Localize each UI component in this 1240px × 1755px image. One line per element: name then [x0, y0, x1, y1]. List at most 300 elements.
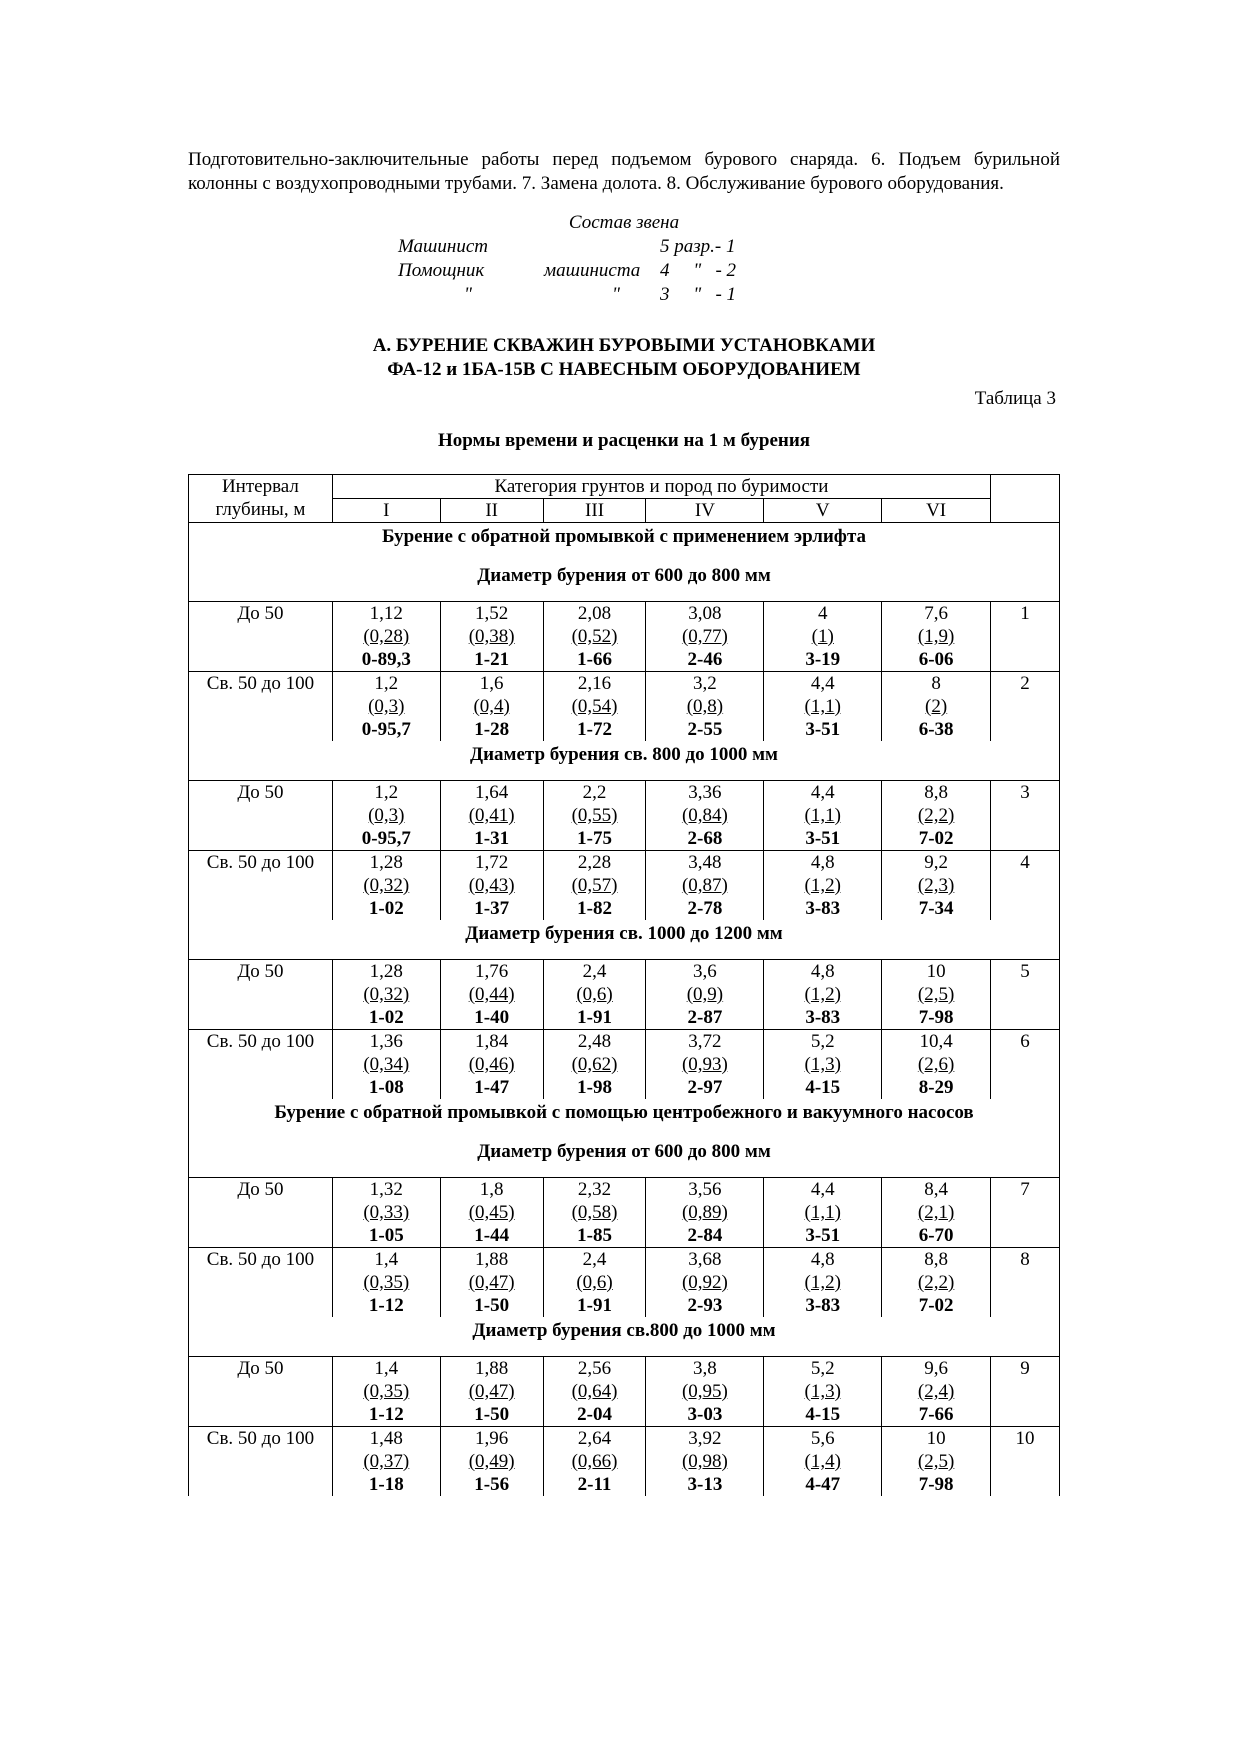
table-row	[189, 851, 1060, 921]
row-number: 6	[991, 1030, 1060, 1100]
rate-value: 2-11	[577, 1474, 612, 1495]
norm-cell	[332, 1427, 440, 1497]
row-number: 7	[991, 1178, 1060, 1248]
table-row	[189, 1248, 1060, 1318]
time-norm: 4,8	[810, 961, 835, 982]
crew-time-norm: (0,6)	[576, 1272, 613, 1293]
time-norm: 4	[818, 603, 828, 624]
norm-cell	[646, 1357, 764, 1427]
norm-cell	[764, 1427, 882, 1497]
interval-cell: До 50	[189, 1357, 333, 1427]
crew-time-norm: (0,47)	[468, 1272, 515, 1293]
norm-cell	[646, 781, 764, 851]
norm-cell	[332, 960, 440, 1030]
row-number: 10	[991, 1427, 1060, 1497]
interval-cell: До 50	[189, 1178, 333, 1248]
crew-time-norm: (0,64)	[571, 1381, 618, 1402]
crew-time-norm: (0,45)	[468, 1202, 515, 1223]
row-number: 3	[991, 781, 1060, 851]
heading-line: ФА-12 и 1БА-15В С НАВЕСНЫМ ОБОРУДОВАНИЕМ	[387, 359, 861, 380]
norm-cell	[543, 851, 646, 921]
rate-value: 1-66	[577, 649, 612, 670]
crew-time-norm: (1)	[811, 626, 834, 647]
time-norm: 4,4	[810, 782, 835, 803]
interval-header: Интервал глубины, м	[189, 475, 333, 523]
time-norm: 8	[931, 673, 941, 694]
crew-time-norm: (1,3)	[804, 1381, 841, 1402]
time-norm: 1,48	[369, 1428, 403, 1449]
rate-value: 7-02	[918, 828, 954, 849]
rate-value: 1-12	[368, 1404, 404, 1425]
time-norm: 3,36	[688, 782, 722, 803]
section-title-line: Диаметр бурения от 600 до 800 мм	[477, 565, 771, 586]
crew-grade: 4 " - 2	[660, 260, 737, 281]
crew-time-norm: (0,8)	[686, 696, 724, 717]
crew-time-norm: (1,2)	[804, 1272, 841, 1293]
crew-grade: 5 разр.- 1	[660, 236, 736, 257]
norm-cell	[646, 851, 764, 921]
crew-time-norm: (0,62)	[571, 1054, 618, 1075]
norm-cell	[543, 960, 646, 1030]
rate-value: 2-68	[687, 828, 723, 849]
norm-cell	[764, 781, 882, 851]
rate-value: 2-04	[577, 1404, 612, 1425]
norm-cell	[440, 672, 543, 742]
time-norm: 3,08	[688, 603, 722, 624]
time-norm: 3,2	[693, 673, 717, 694]
norm-cell	[440, 851, 543, 921]
table-row	[189, 1178, 1060, 1248]
crew-time-norm: (0,87)	[681, 875, 728, 896]
rate-value: 1-28	[474, 719, 510, 740]
row-number: 4	[991, 851, 1060, 921]
table-row	[189, 1357, 1060, 1427]
rate-value: 7-34	[918, 898, 954, 919]
norm-cell	[764, 1178, 882, 1248]
category-col-header: I	[332, 499, 440, 523]
norm-cell	[440, 1248, 543, 1318]
crew-time-norm: (0,44)	[468, 984, 515, 1005]
norm-cell	[543, 781, 646, 851]
crew-time-norm: (2,2)	[917, 1272, 955, 1293]
norms-table	[188, 474, 1060, 1496]
norm-cell	[764, 602, 882, 672]
category-col-header: VI	[882, 499, 991, 523]
time-norm: 9,6	[924, 1358, 948, 1379]
rate-value: 6-06	[918, 649, 954, 670]
time-norm: 5,2	[810, 1031, 835, 1052]
table-row	[189, 672, 1060, 742]
norm-cell	[882, 1357, 991, 1427]
rate-value: 1-05	[368, 1225, 404, 1246]
norm-cell	[764, 672, 882, 742]
crew-time-norm: (0,49)	[468, 1451, 515, 1472]
rate-value: 1-18	[368, 1474, 404, 1495]
section-title-row	[189, 1099, 1060, 1178]
interval-cell: Св. 50 до 100	[189, 1427, 333, 1497]
rate-value: 7-98	[918, 1474, 954, 1495]
crew-role-suffix: машиниста	[544, 260, 641, 281]
crew-time-norm: (0,28)	[363, 626, 410, 647]
rate-value: 3-83	[805, 898, 841, 919]
rate-value: 2-46	[687, 649, 723, 670]
time-norm: 2,4	[582, 1249, 607, 1270]
section-title-row	[189, 920, 1060, 960]
norm-cell	[332, 602, 440, 672]
norm-cell	[332, 1357, 440, 1427]
time-norm: 2,32	[577, 1179, 612, 1200]
rate-value: 2-78	[687, 898, 723, 919]
crew-time-norm: (0,84)	[681, 805, 728, 826]
time-norm: 1,4	[374, 1358, 399, 1379]
crew-role: Машинист	[398, 236, 488, 257]
time-norm: 2,2	[582, 782, 607, 803]
row-number: 2	[991, 672, 1060, 742]
crew-role: Помощник	[398, 260, 485, 281]
time-norm: 8,8	[924, 782, 948, 803]
time-norm: 1,88	[475, 1358, 509, 1379]
category-col-header: II	[440, 499, 543, 523]
time-norm: 1,84	[475, 1031, 509, 1052]
crew-time-norm: (0,46)	[468, 1054, 515, 1075]
rate-value: 1-50	[474, 1404, 510, 1425]
rate-value: 1-50	[474, 1295, 510, 1316]
time-norm: 2,56	[577, 1358, 612, 1379]
interval-cell: До 50	[189, 602, 333, 672]
interval-cell: Св. 50 до 100	[189, 1248, 333, 1318]
time-norm: 4,8	[810, 1249, 835, 1270]
norm-cell	[543, 1427, 646, 1497]
rate-value: 3-13	[687, 1474, 723, 1495]
crew-time-norm: (1,1)	[804, 805, 841, 826]
norm-cell	[882, 1178, 991, 1248]
section-title-row	[189, 523, 1060, 602]
crew-time-norm: (0,6)	[576, 984, 613, 1005]
time-norm: 1,36	[369, 1031, 403, 1052]
rate-value: 1-44	[474, 1225, 510, 1246]
crew-time-norm: (0,32)	[363, 984, 410, 1005]
crew-time-norm: (0,57)	[571, 875, 618, 896]
rate-value: 1-56	[474, 1474, 510, 1495]
table-row	[189, 960, 1060, 1030]
crew-time-norm: (0,93)	[681, 1054, 728, 1075]
rate-value: 1-31	[474, 828, 510, 849]
heading-line: А. БУРЕНИЕ СКВАЖИН БУРОВЫМИ УСТАНОВКАМИ	[372, 335, 876, 356]
time-norm: 3,92	[688, 1428, 722, 1449]
norm-cell	[646, 602, 764, 672]
rate-value: 3-03	[687, 1404, 723, 1425]
rate-value: 7-02	[918, 1295, 954, 1316]
crew-time-norm: (0,92)	[681, 1272, 728, 1293]
norm-cell	[543, 1248, 646, 1318]
row-number: 9	[991, 1357, 1060, 1427]
norm-cell	[543, 1357, 646, 1427]
norm-cell	[332, 851, 440, 921]
crew-time-norm: (0,38)	[468, 626, 515, 647]
rate-value: 1-75	[577, 828, 612, 849]
section-title	[189, 523, 1060, 602]
crew-time-norm: (2)	[925, 696, 948, 717]
rate-value: 1-72	[577, 719, 612, 740]
rate-value: 1-91	[577, 1295, 612, 1316]
intro-paragraph: Подготовительно-заключительные работы перед подъемом бурового снаряда. 6. Подъем бурильной колонны с воздухопроводными трубами. 7. Замена долота. 8. Обслуживание бурового оборудования.	[188, 149, 1060, 194]
section-title-line: Диаметр бурения св. 1000 до 1200 мм	[465, 923, 783, 944]
crew-time-norm: (0,55)	[571, 805, 618, 826]
crew-time-norm: (0,32)	[363, 875, 410, 896]
time-norm: 1,96	[475, 1428, 509, 1449]
time-norm: 4,4	[810, 673, 835, 694]
rate-value: 7-98	[918, 1007, 954, 1028]
rate-value: 1-47	[474, 1077, 510, 1098]
rate-value: 3-83	[805, 1007, 841, 1028]
time-norm: 5,2	[810, 1358, 835, 1379]
rate-value: 1-37	[474, 898, 510, 919]
row-number-header	[991, 475, 1060, 523]
rate-value: 1-08	[368, 1077, 404, 1098]
time-norm: 1,12	[369, 603, 403, 624]
section-title-row	[189, 741, 1060, 781]
norm-cell	[646, 1178, 764, 1248]
norm-cell	[646, 960, 764, 1030]
norm-cell	[332, 1178, 440, 1248]
time-norm: 9,2	[924, 852, 948, 873]
crew-time-norm: (0,89)	[681, 1202, 728, 1223]
rate-value: 1-02	[368, 1007, 404, 1028]
crew-time-norm: (0,41)	[468, 805, 515, 826]
rate-value: 1-12	[368, 1295, 404, 1316]
crew-time-norm: (0,66)	[571, 1451, 618, 1472]
norm-cell	[882, 1427, 991, 1497]
rate-value: 0-95,7	[361, 828, 411, 849]
norm-cell	[543, 1178, 646, 1248]
rate-value: 4-15	[805, 1077, 841, 1098]
rate-value: 6-38	[918, 719, 954, 740]
crew-time-norm: (1,2)	[804, 875, 841, 896]
section-heading	[188, 334, 1060, 382]
rate-value: 2-87	[687, 1007, 723, 1028]
time-norm: 2,16	[577, 673, 612, 694]
time-norm: 4,4	[810, 1179, 835, 1200]
norm-cell	[543, 672, 646, 742]
table-number: Таблица 3	[974, 388, 1056, 409]
norm-cell	[764, 1357, 882, 1427]
rate-value: 3-19	[805, 649, 841, 670]
section-title-line: Бурение с обратной промывкой с применением эрлифта	[381, 526, 867, 547]
time-norm: 1,72	[475, 852, 509, 873]
rate-value: 3-51	[805, 1225, 841, 1246]
norm-cell	[764, 1248, 882, 1318]
rate-value: 1-91	[577, 1007, 612, 1028]
rate-value: 0-89,3	[361, 649, 411, 670]
crew-time-norm: (1,4)	[804, 1451, 841, 1472]
category-col-header: III	[543, 499, 646, 523]
time-norm: 3,56	[688, 1179, 722, 1200]
time-norm: 1,28	[369, 961, 403, 982]
rate-value: 1-82	[577, 898, 612, 919]
crew-time-norm: (0,54)	[571, 696, 618, 717]
section-title-line: Диаметр бурения от 600 до 800 мм	[477, 1141, 771, 1162]
rate-value: 3-83	[805, 1295, 841, 1316]
norm-cell	[882, 672, 991, 742]
row-number: 1	[991, 602, 1060, 672]
interval-cell: Св. 50 до 100	[189, 851, 333, 921]
time-norm: 1,32	[369, 1179, 403, 1200]
rate-value: 4-15	[805, 1404, 841, 1425]
time-norm: 8,8	[924, 1249, 948, 1270]
time-norm: 2,4	[582, 961, 607, 982]
crew-time-norm: (1,9)	[917, 626, 955, 647]
rate-value: 1-02	[368, 898, 404, 919]
rate-value: 2-93	[687, 1295, 723, 1316]
table-row	[189, 1030, 1060, 1100]
norm-cell	[332, 781, 440, 851]
crew-time-norm: (0,4)	[473, 696, 510, 717]
interval-cell: Св. 50 до 100	[189, 1030, 333, 1100]
crew-time-norm: (0,52)	[571, 626, 618, 647]
rate-value: 6-70	[918, 1225, 954, 1246]
crew-time-norm: (2,4)	[917, 1381, 955, 1402]
row-number: 8	[991, 1248, 1060, 1318]
norm-cell	[646, 672, 764, 742]
category-col-header: V	[764, 499, 882, 523]
section-title-line: Бурение с обратной промывкой с помощью центробежного и вакуумного насосов	[274, 1102, 974, 1123]
norm-cell	[543, 602, 646, 672]
norm-cell	[543, 1030, 646, 1100]
norm-cell	[440, 781, 543, 851]
rate-value: 1-85	[577, 1225, 612, 1246]
norm-cell	[646, 1030, 764, 1100]
interval-cell: Св. 50 до 100	[189, 672, 333, 742]
norm-cell	[882, 781, 991, 851]
crew-grade: 3 " - 1	[660, 284, 737, 305]
norm-cell	[440, 1357, 543, 1427]
crew-time-norm: (0,9)	[686, 984, 724, 1005]
crew-time-norm: (0,33)	[363, 1202, 410, 1223]
rate-value: 8-29	[918, 1077, 954, 1098]
rate-value: 3-51	[805, 719, 841, 740]
time-norm: 1,4	[374, 1249, 399, 1270]
time-norm: 5,6	[810, 1428, 835, 1449]
crew-time-norm: (1,3)	[804, 1054, 841, 1075]
table-row	[189, 1427, 1060, 1497]
norm-cell	[882, 960, 991, 1030]
crew-role-suffix: "	[612, 284, 620, 305]
time-norm: 1,6	[479, 673, 504, 694]
crew-time-norm: (2,3)	[917, 875, 955, 896]
table-row	[189, 602, 1060, 672]
section-title	[189, 1317, 1060, 1357]
crew-time-norm: (0,3)	[368, 805, 405, 826]
time-norm: 1,88	[475, 1249, 509, 1270]
category-col-header: IV	[646, 499, 764, 523]
time-norm: 2,64	[577, 1428, 612, 1449]
norm-cell	[440, 1030, 543, 1100]
rate-value: 1-98	[577, 1077, 612, 1098]
crew-time-norm: (0,47)	[468, 1381, 515, 1402]
time-norm: 2,48	[577, 1031, 612, 1052]
crew-time-norm: (2,1)	[917, 1202, 955, 1223]
crew-time-norm: (2,2)	[917, 805, 955, 826]
time-norm: 3,6	[693, 961, 717, 982]
time-norm: 10	[926, 1428, 946, 1449]
time-norm: 2,28	[577, 852, 612, 873]
norm-cell	[332, 1030, 440, 1100]
rate-value: 0-95,7	[361, 719, 411, 740]
time-norm: 10	[926, 961, 946, 982]
rate-value: 1-40	[474, 1007, 510, 1028]
crew-time-norm: (2,5)	[917, 1451, 955, 1472]
time-norm: 1,2	[374, 673, 399, 694]
crew-time-norm: (1,1)	[804, 1202, 841, 1223]
section-title-line: Диаметр бурения св.800 до 1000 мм	[472, 1320, 776, 1341]
rate-value: 2-97	[687, 1077, 723, 1098]
norm-cell	[764, 851, 882, 921]
norm-cell	[882, 851, 991, 921]
interval-cell: До 50	[189, 781, 333, 851]
time-norm: 1,64	[475, 782, 509, 803]
norm-cell	[440, 1427, 543, 1497]
time-norm: 1,8	[479, 1179, 504, 1200]
crew-time-norm: (0,77)	[681, 626, 728, 647]
norm-cell	[764, 960, 882, 1030]
time-norm: 3,72	[688, 1031, 722, 1052]
rate-value: 2-55	[687, 719, 723, 740]
crew-role: "	[464, 284, 472, 305]
section-title	[189, 741, 1060, 781]
interval-cell: До 50	[189, 960, 333, 1030]
rate-value: 3-51	[805, 828, 841, 849]
rate-value: 7-66	[918, 1404, 954, 1425]
table-caption: Нормы времени и расценки на 1 м бурения	[437, 430, 811, 451]
section-title	[189, 920, 1060, 960]
norm-cell	[882, 602, 991, 672]
time-norm: 1,76	[475, 961, 509, 982]
crew-time-norm: (0,95)	[681, 1381, 728, 1402]
time-norm: 3,68	[688, 1249, 722, 1270]
section-title	[189, 1099, 1060, 1178]
norm-cell	[882, 1248, 991, 1318]
time-norm: 3,48	[688, 852, 722, 873]
crew-time-norm: (0,37)	[363, 1451, 410, 1472]
time-norm: 1,52	[475, 603, 509, 624]
crew-composition	[188, 212, 1060, 312]
crew-time-norm: (0,35)	[363, 1272, 410, 1293]
crew-time-norm: (2,6)	[917, 1054, 955, 1075]
time-norm: 3,8	[693, 1358, 717, 1379]
crew-time-norm: (1,2)	[804, 984, 841, 1005]
table-row	[189, 781, 1060, 851]
time-norm: 8,4	[924, 1179, 948, 1200]
time-norm: 1,28	[369, 852, 403, 873]
crew-title: Состав звена	[568, 212, 680, 233]
time-norm: 2,08	[577, 603, 612, 624]
norm-cell	[440, 602, 543, 672]
section-title-row	[189, 1317, 1060, 1357]
crew-time-norm: (2,5)	[917, 984, 955, 1005]
time-norm: 1,2	[374, 782, 399, 803]
norm-cell	[646, 1427, 764, 1497]
crew-time-norm: (0,43)	[468, 875, 515, 896]
crew-time-norm: (0,34)	[363, 1054, 410, 1075]
time-norm: 7,6	[924, 603, 948, 624]
norm-cell	[332, 1248, 440, 1318]
crew-time-norm: (0,35)	[363, 1381, 410, 1402]
time-norm: 10,4	[919, 1031, 953, 1052]
norm-cell	[440, 1178, 543, 1248]
norm-cell	[440, 960, 543, 1030]
category-header: Категория грунтов и пород по буримости	[332, 475, 990, 499]
row-number: 5	[991, 960, 1060, 1030]
